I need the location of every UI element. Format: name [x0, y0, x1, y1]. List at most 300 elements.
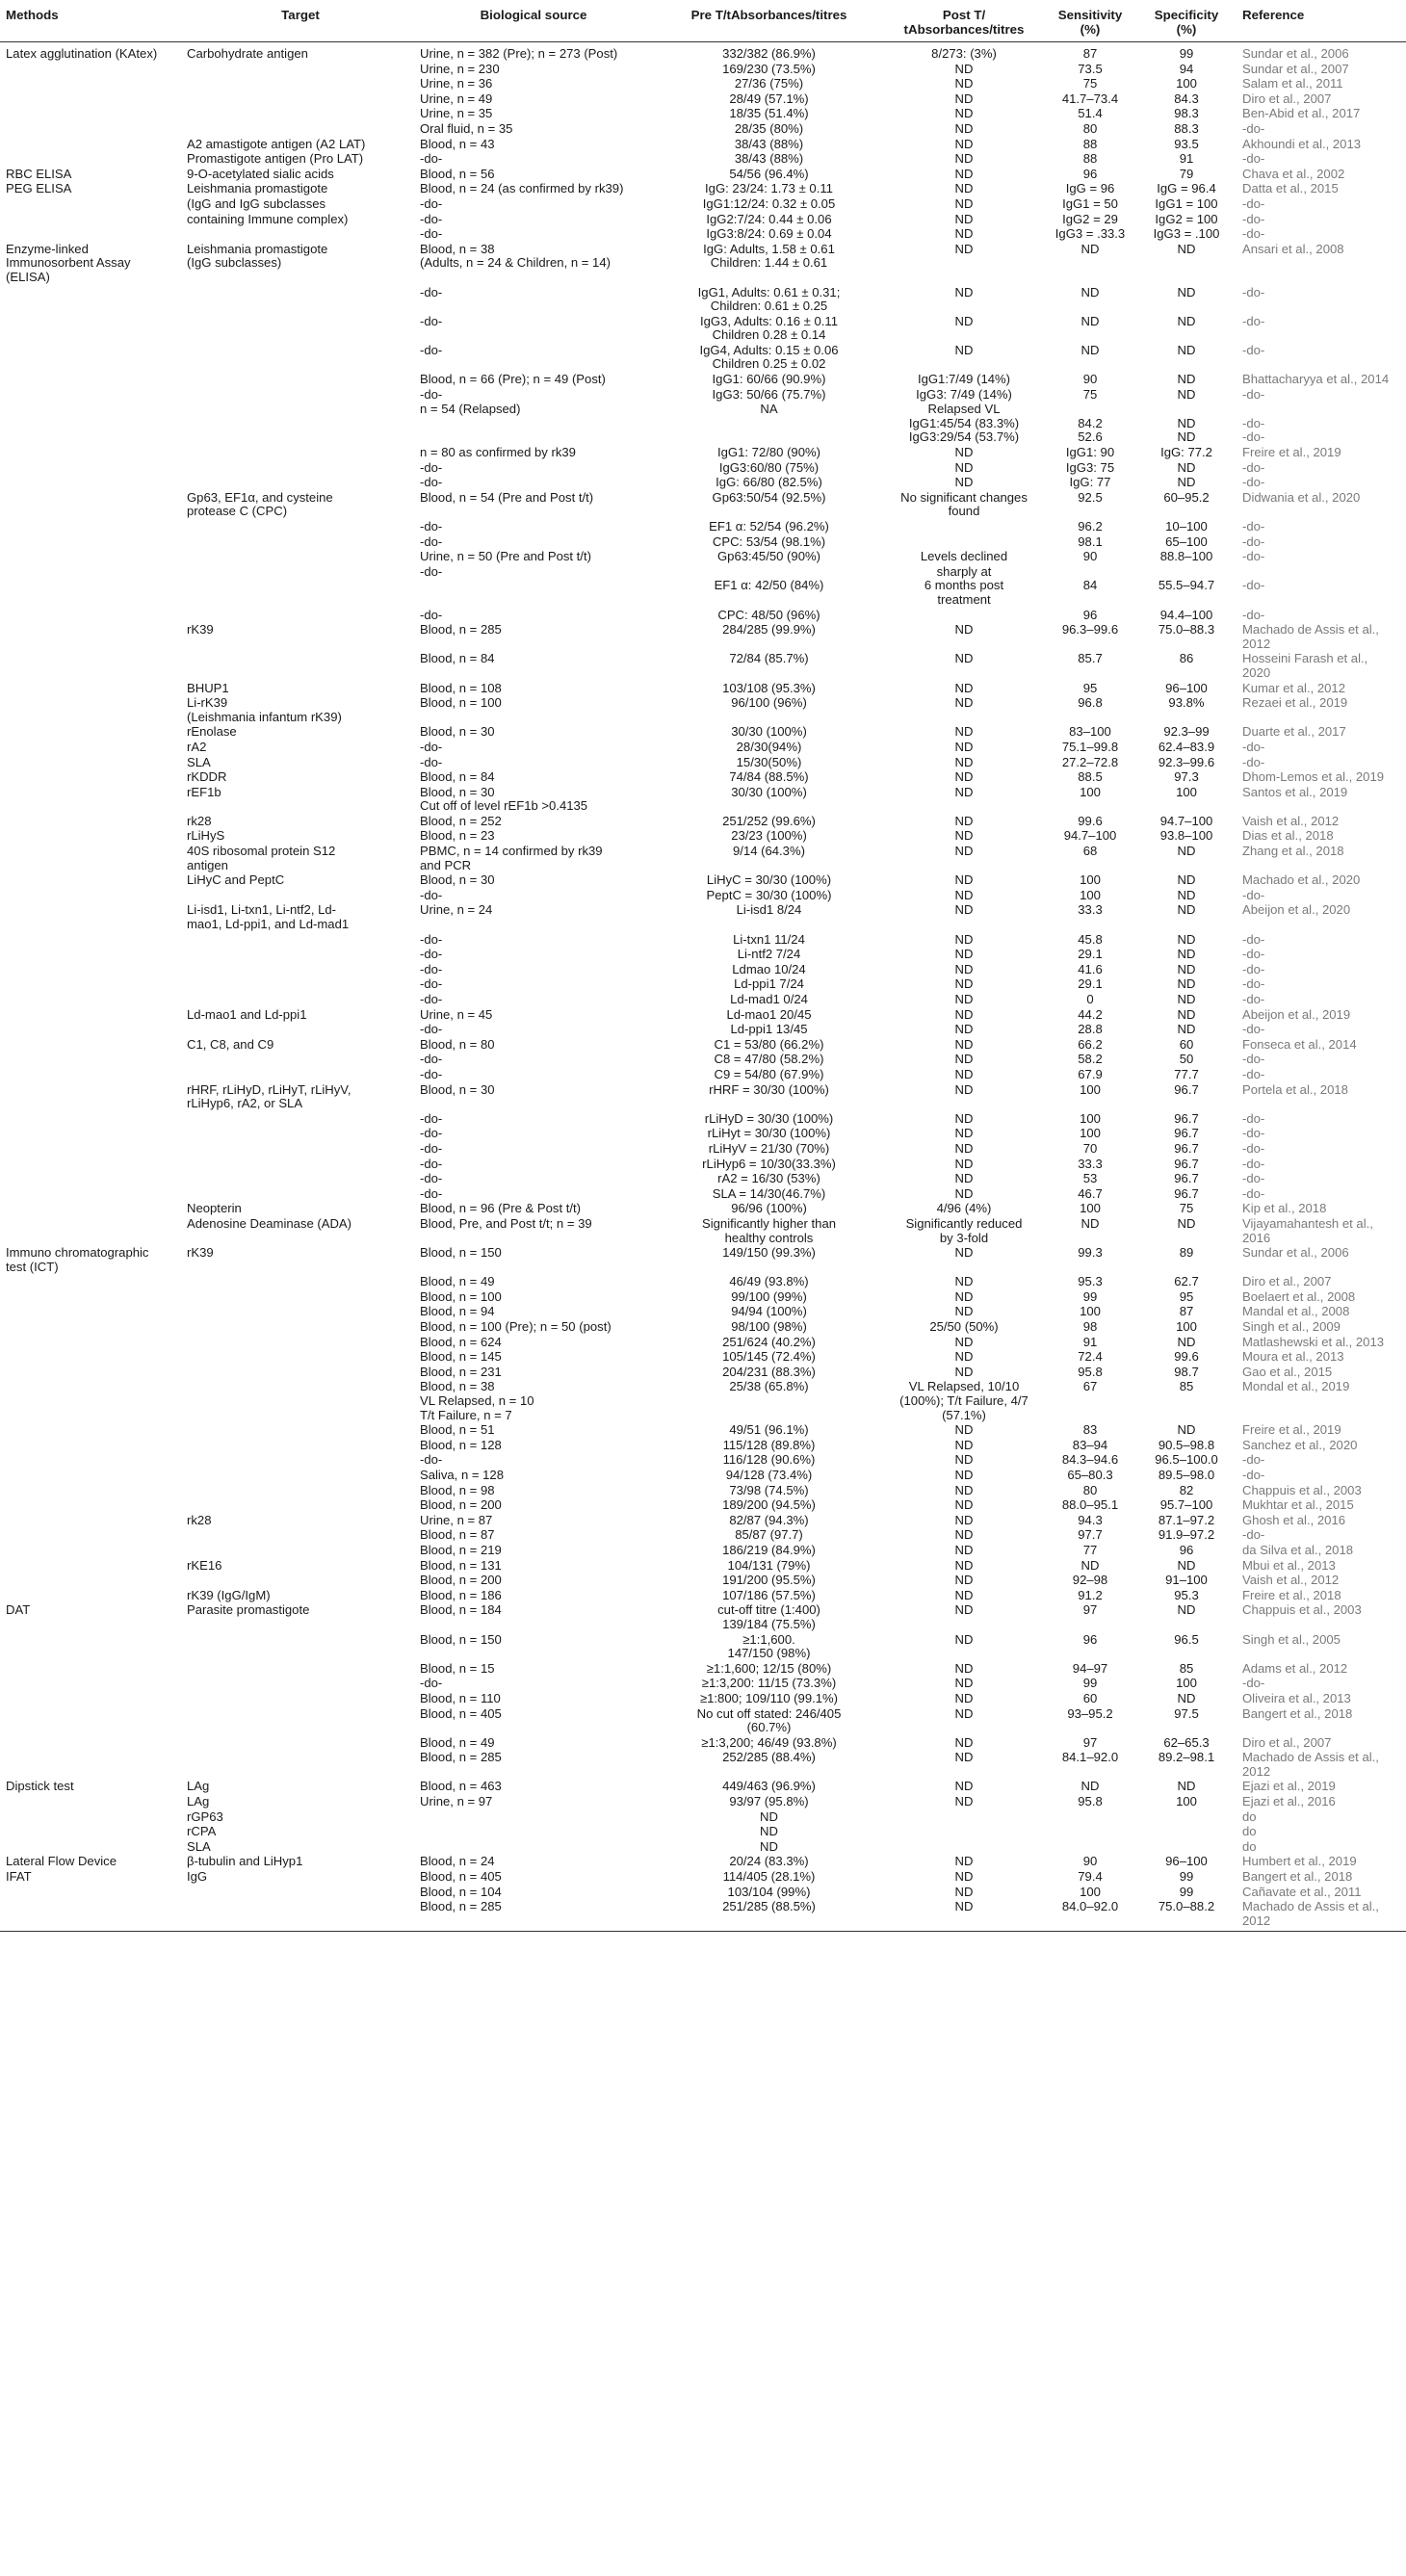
- target-cell: [184, 889, 417, 904]
- target-cell: rCPA: [187, 1824, 217, 1839]
- target-cell: [184, 1320, 417, 1336]
- pre-value-cell: No cut off stated: 246/405 (60.7%): [696, 1705, 842, 1735]
- table-row: [0, 565, 1406, 609]
- sensitivity-cell: 90: [1082, 372, 1098, 387]
- pre-value-cell: ≥1:3,200: 11/15 (73.3%): [701, 1676, 837, 1691]
- method-cell: [0, 491, 184, 520]
- target-cell: [184, 227, 417, 243]
- method-cell: [0, 948, 184, 963]
- specificity-cell: 90.5–98.8: [1158, 1437, 1215, 1452]
- method-cell: [0, 403, 184, 446]
- table-row: [0, 1366, 1406, 1381]
- specificity-cell: ND: [1177, 844, 1196, 859]
- reference-cell: Bhattacharyya et al., 2014: [1242, 372, 1390, 387]
- specificity-cell: IgG3 = .100: [1153, 226, 1220, 242]
- target-cell: BHUP1: [187, 680, 229, 695]
- specificity-cell: 87: [1179, 1304, 1194, 1319]
- reference-cell: Sanchez et al., 2020: [1242, 1437, 1358, 1452]
- post-value-cell: ND: [954, 120, 974, 136]
- target-cell: [184, 1439, 417, 1454]
- specificity-cell: ND: [1177, 1334, 1196, 1349]
- source-cell: Blood, n = 49: [420, 1274, 495, 1289]
- pre-value-cell: 114/405 (28.1%): [722, 1869, 816, 1885]
- post-value-cell: ND: [954, 1734, 974, 1750]
- post-value-cell: [888, 1825, 1040, 1840]
- target-cell: [184, 1380, 417, 1423]
- sensitivity-cell: IgG3: 75: [1065, 459, 1115, 475]
- target-cell: [184, 1692, 417, 1707]
- target-cell: [184, 1707, 417, 1736]
- pre-value-cell: IgG1, Adults: 0.61 ± 0.31; Children: 0.61 ± 0.25: [697, 284, 841, 314]
- specificity-cell: 84.3: [1174, 91, 1199, 106]
- specificity-cell: ND: [1177, 1602, 1196, 1618]
- sensitivity-cell: 91: [1082, 1334, 1098, 1349]
- method-cell: [0, 122, 184, 138]
- pre-value-cell: 251/624 (40.2%): [722, 1334, 816, 1349]
- post-value-cell: ND: [954, 195, 974, 211]
- reference-cell: Machado de Assis et al., 2012: [1242, 622, 1379, 651]
- specificity-cell: 99: [1179, 1869, 1194, 1885]
- source-cell: -do-: [420, 992, 443, 1006]
- post-value-cell: ND: [954, 1557, 974, 1573]
- post-value-cell: ND: [954, 181, 974, 196]
- table-row: [0, 42, 1406, 63]
- table-row: [0, 889, 1406, 904]
- method-cell: [0, 1589, 184, 1604]
- method-cell: [0, 1514, 184, 1529]
- method-cell: [0, 725, 184, 741]
- method-cell: [0, 993, 184, 1008]
- reference-cell: -do-: [1242, 1676, 1265, 1691]
- post-value-cell: ND: [954, 1602, 974, 1618]
- method-cell: [0, 1751, 184, 1780]
- specificity-cell: IgG1 = 100: [1155, 195, 1218, 211]
- source-cell: Blood, n = 38 (Adults, n = 24 & Children, n = 14): [420, 241, 611, 271]
- method-cell: [0, 1795, 184, 1810]
- target-cell: [184, 63, 417, 78]
- sensitivity-cell: 0: [1086, 992, 1094, 1006]
- target-cell: [184, 1751, 417, 1780]
- source-cell: Blood, n = 24: [420, 1854, 495, 1869]
- pre-value-cell: rLiHyD = 30/30 (100%): [704, 1110, 834, 1126]
- pre-value-cell: rLiHyp6 = 10/30(33.3%): [702, 1156, 836, 1171]
- post-value-cell: ND: [954, 902, 974, 918]
- table-row: [0, 1886, 1406, 1901]
- source-cell: -do-: [420, 1052, 443, 1067]
- sensitivity-cell: 96: [1082, 166, 1098, 181]
- source-cell: -do-: [420, 519, 443, 533]
- method-cell: [0, 1886, 184, 1901]
- source-cell: Blood, n = 200: [420, 1497, 502, 1513]
- target-cell: [184, 1023, 417, 1038]
- specificity-cell: 89.5–98.0: [1158, 1468, 1215, 1482]
- pre-value-cell: ≥1:3,200; 46/49 (93.8%): [701, 1734, 837, 1750]
- table-row: [0, 873, 1406, 889]
- reference-cell: -do-: [1242, 1110, 1265, 1126]
- post-value-cell: ND: [954, 342, 974, 357]
- reference-cell: -do-: [1242, 211, 1265, 226]
- source-cell: Urine, n = 45: [420, 1006, 493, 1022]
- source-cell: Urine, n = 36: [420, 76, 493, 91]
- reference-cell: -do-: [1242, 459, 1265, 475]
- post-value-cell: ND: [954, 947, 974, 962]
- post-value-cell: Levels declined: [920, 549, 1008, 564]
- table-row: [0, 388, 1406, 403]
- pre-value-cell: IgG3, Adults: 0.16 ± 0.11 Children 0.28 ± 0.14: [699, 313, 839, 343]
- source-cell: Blood, n = 252: [420, 813, 502, 828]
- method-cell: [0, 815, 184, 830]
- post-value-cell: ND: [954, 76, 974, 91]
- sensitivity-cell: 100: [1080, 1081, 1101, 1097]
- post-value-cell: ND: [954, 1542, 974, 1557]
- post-value-cell: ND: [954, 1573, 974, 1588]
- specificity-cell: ND: [1177, 1557, 1196, 1573]
- pre-value-cell: 107/186 (57.5%): [722, 1587, 816, 1602]
- table-row: [0, 243, 1406, 286]
- pre-value-cell: 96/96 (100%): [731, 1201, 807, 1216]
- target-cell: rEF1b: [187, 784, 221, 799]
- post-value-cell: ND: [954, 1527, 974, 1543]
- source-cell: Blood, n = 56: [420, 166, 495, 181]
- table-row: [0, 1469, 1406, 1484]
- pre-value-cell: 28/49 (57.1%): [729, 91, 809, 106]
- specificity-cell: 94.4–100: [1159, 607, 1213, 622]
- sensitivity-cell: 100: [1080, 1201, 1101, 1216]
- target-cell: Adenosine Deaminase (ADA): [187, 1215, 352, 1231]
- source-cell: Blood, n = 87: [420, 1527, 495, 1543]
- source-cell: Blood, n = 110: [420, 1690, 501, 1705]
- source-cell: Oral fluid, n = 35: [420, 120, 513, 136]
- specificity-cell: 55.5–94.7: [1158, 578, 1215, 593]
- method-cell: [0, 889, 184, 904]
- header-reference: Reference: [1233, 0, 1406, 42]
- method-cell: [0, 933, 184, 949]
- pre-value-cell: 94/94 (100%): [731, 1304, 807, 1319]
- table-row: [0, 1038, 1406, 1054]
- table-row: [0, 168, 1406, 183]
- method-cell: [0, 770, 184, 786]
- pre-value-cell: IgG: Adults, 1.58 ± 0.61 Children: 1.44 ± 0.61: [703, 241, 835, 271]
- specificity-cell: 96.7: [1174, 1140, 1199, 1156]
- source-cell: [417, 1825, 650, 1840]
- method-cell: [0, 1825, 184, 1840]
- pre-value-cell: IgG3:8/24: 0.69 ± 0.04: [706, 226, 832, 242]
- pre-value-cell: cut-off titre (1:400) 139/184 (75.5%): [717, 1602, 820, 1631]
- header-methods: Methods: [0, 0, 184, 42]
- table-row: [0, 315, 1406, 344]
- post-value-cell: Relapsed VL IgG1:45/54 (83.3%) IgG3:29/54 (53.7%): [908, 402, 1020, 445]
- specificity-cell: ND: [1177, 284, 1196, 299]
- specificity-cell: 85: [1179, 1379, 1194, 1394]
- table-row: [0, 491, 1406, 520]
- target-cell: [184, 388, 417, 403]
- source-cell: -do-: [420, 475, 443, 490]
- reference-cell: Hosseini Farash et al., 2020: [1242, 651, 1368, 680]
- pre-value-cell: ≥1:1,600; 12/15 (80%): [706, 1660, 832, 1676]
- sensitivity-cell: 99.3: [1078, 1245, 1103, 1261]
- method-cell: [0, 1810, 184, 1826]
- post-value-cell: ND: [954, 784, 974, 799]
- source-cell: Blood, n = 285: [417, 1900, 650, 1932]
- source-cell: Blood, n = 30: [420, 724, 495, 740]
- target-cell: [184, 520, 417, 535]
- reference-cell: -do-: [1242, 947, 1265, 962]
- method-cell: [0, 1320, 184, 1336]
- pre-value-cell: C8 = 47/80 (58.2%): [714, 1052, 824, 1067]
- table-row: [0, 1751, 1406, 1780]
- sensitivity-cell: 73.5: [1078, 61, 1103, 76]
- sensitivity-cell: 90: [1082, 549, 1098, 564]
- source-cell: -do-: [420, 607, 443, 622]
- pre-value-cell: Li-txn1 11/24: [733, 931, 805, 947]
- method-cell: [0, 1692, 184, 1707]
- target-cell: [184, 1544, 417, 1559]
- pre-value-cell: 284/285 (99.9%): [722, 622, 816, 637]
- pre-value-cell: Gp63:45/50 (90%): [716, 549, 820, 564]
- table-row: [0, 1158, 1406, 1173]
- table-row: [0, 1840, 1406, 1856]
- method-cell: [0, 609, 184, 624]
- source-cell: Blood, n = 43: [420, 136, 495, 151]
- post-value-cell: ND: [954, 106, 974, 121]
- target-cell: [184, 963, 417, 978]
- sensitivity-cell: 100: [1080, 872, 1101, 888]
- table-row: [0, 1068, 1406, 1083]
- sensitivity-cell: IgG1: 90: [1065, 445, 1115, 460]
- table-row: [0, 1083, 1406, 1112]
- specificity-cell: ND: [1177, 342, 1196, 357]
- sensitivity-cell: 96.3–99.6: [1061, 622, 1119, 637]
- table-row: [0, 213, 1406, 228]
- method-cell: [0, 1544, 184, 1559]
- table-row: [0, 1870, 1406, 1886]
- pre-value-cell: 28/35 (80%): [734, 120, 804, 136]
- table-row: [0, 623, 1406, 652]
- pre-value-cell: IgG1: 60/66 (90.9%): [712, 372, 826, 387]
- pre-value-cell: 23/23 (100%): [731, 828, 807, 844]
- sensitivity-cell: 84.0–92.0: [1040, 1900, 1140, 1932]
- reference-cell: -do-: [1242, 519, 1265, 533]
- table-row: [0, 1290, 1406, 1306]
- table-row: [0, 977, 1406, 993]
- sensitivity-cell: 100: [1080, 1884, 1101, 1899]
- method-cell: [0, 1498, 184, 1514]
- source-cell: -do-: [420, 533, 443, 549]
- specificity-cell: ND: [1177, 459, 1196, 475]
- target-cell: [184, 1528, 417, 1544]
- target-cell: [184, 1366, 417, 1381]
- table-row: [0, 1528, 1406, 1544]
- sensitivity-cell: 67.9: [1078, 1066, 1103, 1081]
- post-value-cell: ND: [954, 1126, 974, 1141]
- reference-cell: do: [1242, 1824, 1257, 1839]
- sensitivity-cell: IgG: 77: [1069, 475, 1111, 490]
- post-value-cell: ND: [954, 1587, 974, 1602]
- pre-value-cell: 85/87 (97.7): [735, 1527, 803, 1543]
- pre-value-cell: rHRF = 30/30 (100%): [709, 1081, 829, 1097]
- method-cell: [0, 1172, 184, 1187]
- specificity-cell: 96.7: [1174, 1081, 1199, 1097]
- source-cell: [417, 1840, 650, 1856]
- target-cell: [184, 609, 417, 624]
- pre-value-cell: rLiHyt = 30/30 (100%): [707, 1126, 831, 1141]
- source-cell: -do-: [420, 1140, 443, 1156]
- post-value-cell: [888, 609, 1040, 624]
- method-cell: [0, 1528, 184, 1544]
- table-row: [0, 138, 1406, 153]
- source-cell: Urine, n = 35: [420, 106, 493, 121]
- pre-value-cell: 103/108 (95.3%): [722, 680, 816, 695]
- pre-value-cell: ND: [760, 1838, 778, 1854]
- method-cell: [0, 197, 184, 213]
- target-cell: [184, 1633, 417, 1662]
- table-row: [0, 1112, 1406, 1128]
- pre-value-cell: 149/150 (99.3%): [722, 1245, 816, 1261]
- table-row: [0, 92, 1406, 108]
- sensitivity-cell: 95.3: [1078, 1274, 1103, 1289]
- specificity-cell: 97.3: [1174, 769, 1199, 785]
- specificity-cell: IgG = 96.4: [1157, 181, 1216, 196]
- table-row: [0, 1677, 1406, 1692]
- source-cell: -do-: [420, 459, 443, 475]
- pre-value-cell: ≥1:1,600. 147/150 (98%): [727, 1631, 811, 1661]
- target-cell: [184, 1662, 417, 1678]
- pre-value-cell: ND: [760, 1824, 778, 1839]
- sensitivity-cell: 46.7: [1078, 1185, 1103, 1201]
- sensitivity-cell: 33.3: [1078, 902, 1103, 918]
- sensitivity-cell: 75.1–99.8: [1061, 739, 1119, 754]
- post-value-cell: ND: [954, 284, 974, 299]
- target-cell: [184, 286, 417, 315]
- header-target: Target: [184, 0, 417, 42]
- method-cell: [0, 286, 184, 315]
- sensitivity-cell: 88.0–95.1: [1061, 1497, 1119, 1513]
- table-row: [0, 756, 1406, 771]
- sensitivity-cell: 29.1: [1078, 976, 1103, 992]
- specificity-cell: 96.7: [1174, 1171, 1199, 1186]
- post-value-cell: ND: [954, 1422, 974, 1438]
- pre-value-cell: IgG: 23/24: 1.73 ± 0.11: [705, 181, 833, 196]
- source-cell: Blood, n = 49: [420, 1734, 495, 1750]
- pre-value-cell: IgG1: 72/80 (90%): [717, 445, 820, 460]
- method-cell: [0, 565, 184, 609]
- specificity-cell: ND: [1177, 902, 1196, 918]
- table-row: [0, 1498, 1406, 1514]
- pre-value-cell: 191/200 (95.5%): [722, 1573, 816, 1588]
- method-cell: [0, 1707, 184, 1736]
- table-row: [0, 1603, 1406, 1632]
- specificity-cell: 75.0–88.2: [1140, 1900, 1233, 1932]
- post-value-cell: ND: [954, 1066, 974, 1081]
- reference-cell: -do-: [1242, 1171, 1265, 1186]
- reference-cell: -do-: [1242, 533, 1265, 549]
- reference-cell: -do-: [1242, 195, 1265, 211]
- method-cell: [0, 756, 184, 771]
- pre-value-cell: IgG3:60/80 (75%): [718, 459, 820, 475]
- method-cell: Latex agglutination (KAtex): [6, 46, 158, 61]
- method-cell: Lateral Flow Device: [6, 1854, 117, 1869]
- specificity-cell: ND: [1177, 931, 1196, 947]
- method-cell: [0, 977, 184, 993]
- specificity-cell: 93.8%: [1168, 695, 1205, 711]
- target-cell: [184, 1068, 417, 1083]
- pre-value-cell: Ldmao 10/24: [732, 961, 806, 976]
- specificity-cell: 89.2–98.1: [1158, 1750, 1215, 1765]
- post-value-cell: ND: [954, 1156, 974, 1171]
- source-cell: Blood, n = 15: [420, 1660, 495, 1676]
- pre-value-cell: 94/128 (73.4%): [725, 1468, 813, 1482]
- table-row: [0, 1514, 1406, 1529]
- specificity-cell: 65–100: [1165, 533, 1208, 549]
- table-row: [0, 1172, 1406, 1187]
- source-cell: Blood, n = 231: [420, 1364, 502, 1379]
- pre-value-cell: 186/219 (84.9%): [722, 1542, 816, 1557]
- specificity-cell: ND: [1177, 887, 1196, 902]
- reference-cell: Sundar et al., 2006: [1242, 1245, 1349, 1261]
- pre-value-cell: Gp63:50/54 (92.5%): [712, 489, 826, 505]
- source-cell: Blood, n = 98: [420, 1482, 495, 1497]
- source-cell: Urine, n = 50 (Pre and Post t/t): [420, 549, 591, 564]
- pre-value-cell: 38/43 (88%): [734, 136, 804, 151]
- source-cell: Blood, n = 104: [420, 1884, 502, 1899]
- specificity-cell: ND: [1177, 241, 1196, 256]
- method-cell: [0, 1305, 184, 1320]
- target-cell: [184, 652, 417, 681]
- table-row: [0, 770, 1406, 786]
- source-cell: Blood, n = 94: [420, 1304, 495, 1319]
- pre-value-cell: CPC: 53/54 (98.1%): [712, 533, 826, 549]
- table-row: [0, 520, 1406, 535]
- pre-value-cell: 15/30(50%): [736, 754, 802, 769]
- reference-cell: Boelaert et al., 2008: [1242, 1288, 1356, 1304]
- target-cell: C1, C8, and C9: [187, 1036, 274, 1052]
- sensitivity-cell: 99.6: [1078, 813, 1103, 828]
- source-cell: Blood, n = 100 (Pre); n = 50 (post): [420, 1319, 612, 1335]
- sensitivity-cell: IgG = 96: [1065, 181, 1115, 196]
- specificity-cell: 96: [1179, 1542, 1194, 1557]
- source-cell: Blood, n = 38 VL Relapsed, n = 10 T/t Failure, n = 7: [420, 1379, 534, 1422]
- source-cell: n = 54 (Relapsed): [420, 402, 521, 417]
- post-value-cell: ND: [954, 828, 974, 844]
- specificity-cell: ND: [1177, 1690, 1196, 1705]
- source-cell: Blood, n = 624: [420, 1334, 502, 1349]
- sensitivity-cell: 65–80.3: [1067, 1468, 1113, 1482]
- table-row: [0, 286, 1406, 315]
- post-value-cell: ND: [954, 1006, 974, 1022]
- pre-value-cell: Li-ntf2 7/24: [737, 947, 801, 962]
- pre-value-cell: 74/84 (88.5%): [729, 769, 809, 785]
- specificity-cell: 91: [1179, 151, 1194, 167]
- target-cell: [184, 1053, 417, 1068]
- table-row: [0, 107, 1406, 122]
- method-cell: [0, 1112, 184, 1128]
- target-cell: [184, 476, 417, 491]
- target-cell: rK39: [187, 622, 214, 637]
- source-cell: Urine, n = 230: [420, 61, 500, 76]
- header-specificity: Specificity (%): [1140, 0, 1233, 42]
- post-value-cell: ND: [954, 1081, 974, 1097]
- target-cell: 9-O-acetylated sialic acids: [187, 166, 334, 181]
- reference-cell: Mondal et al., 2019: [1242, 1379, 1350, 1394]
- target-cell: [184, 535, 417, 551]
- sensitivity-cell: 88: [1082, 136, 1098, 151]
- sensitivity-cell: 100: [1080, 1126, 1101, 1141]
- sensitivity-cell: 100: [1080, 1304, 1101, 1319]
- specificity-cell: 96.7: [1174, 1185, 1199, 1201]
- method-cell: [0, 446, 184, 461]
- pre-value-cell: 251/252 (99.6%): [722, 813, 816, 828]
- post-value-cell: ND: [954, 1171, 974, 1186]
